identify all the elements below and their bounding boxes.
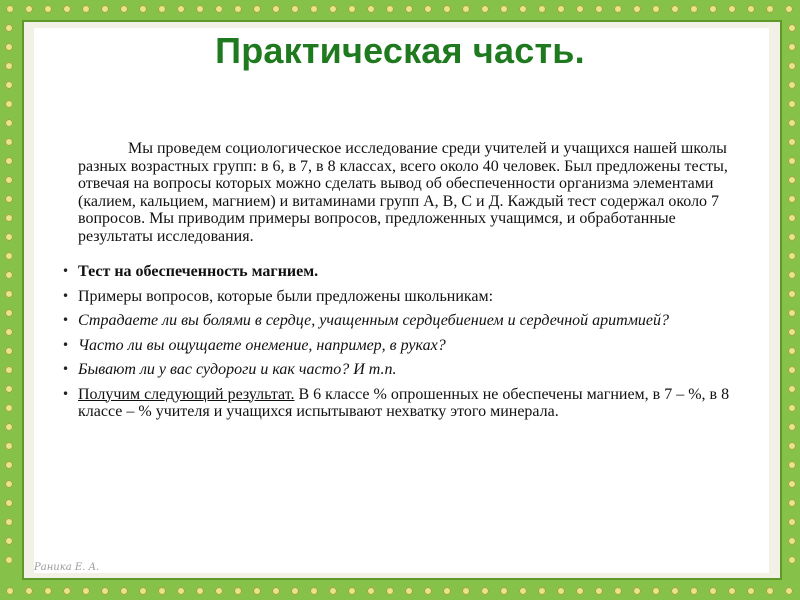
- border-dot-icon: [788, 119, 796, 127]
- border-dot-icon: [5, 556, 13, 564]
- border-dot-icon: [500, 587, 508, 595]
- border-dot-icon: [671, 587, 679, 595]
- border-dot-icon: [788, 157, 796, 165]
- border-dot-icon: [633, 5, 641, 13]
- list-item: [62, 361, 750, 379]
- border-dot-icon: [5, 176, 13, 184]
- border-dot-icon: [788, 499, 796, 507]
- border-dot-icon: [215, 5, 223, 13]
- border-dot-icon: [788, 347, 796, 355]
- bullet-text: Тест на обеспеченность магнием.: [78, 263, 319, 280]
- border-dot-icon: [367, 587, 375, 595]
- border-dot-icon: [5, 499, 13, 507]
- border-dot-icon: [82, 5, 90, 13]
- border-dot-icon: [576, 587, 584, 595]
- border-dot-icon: [82, 587, 90, 595]
- border-dot-icon: [614, 5, 622, 13]
- border-dot-icon: [5, 518, 13, 526]
- border-dot-icon: [595, 5, 603, 13]
- border-dot-icon: [747, 5, 755, 13]
- bullet-text: Страдаете ли вы болями в сердце, учащенным сердцебиением и сердечной аритмией?: [78, 312, 670, 329]
- border-dot-icon: [728, 5, 736, 13]
- border-dot-icon: [5, 461, 13, 469]
- border-dot-icon: [690, 5, 698, 13]
- list-item: [62, 312, 750, 330]
- border-dot-icon: [196, 5, 204, 13]
- bullet-list: [62, 263, 750, 421]
- border-dot-icon: [788, 537, 796, 545]
- border-dot-icon: [139, 5, 147, 13]
- border-dot-icon: [272, 587, 280, 595]
- border-dot-icon: [576, 5, 584, 13]
- border-dot-icon: [443, 5, 451, 13]
- border-dot-icon: [6, 587, 14, 595]
- border-dot-icon: [348, 5, 356, 13]
- bullet-icon: •: [62, 264, 70, 278]
- border-dot-icon: [5, 138, 13, 146]
- border-dot-icon: [462, 5, 470, 13]
- border-dot-icon: [5, 214, 13, 222]
- border-dot-icon: [557, 5, 565, 13]
- border-dot-icon: [557, 587, 565, 595]
- border-dot-icon: [788, 480, 796, 488]
- bullet-icon: •: [62, 313, 70, 327]
- list-item: [62, 287, 750, 306]
- border-dot-icon: [5, 385, 13, 393]
- border-dot-icon: [788, 385, 796, 393]
- border-dot-icon: [709, 5, 717, 13]
- border-dot-icon: [788, 366, 796, 374]
- border-dot-icon: [788, 138, 796, 146]
- border-dot-icon: [329, 5, 337, 13]
- border-dot-icon: [5, 81, 13, 89]
- border-dot-icon: [785, 587, 793, 595]
- slide-title: Практическая часть.: [215, 30, 585, 71]
- border-dot-icon: [785, 5, 793, 13]
- border-dot-icon: [310, 587, 318, 595]
- border-dot-icon: [6, 5, 14, 13]
- border-dot-icon: [481, 5, 489, 13]
- intro-paragraph: Мы проведем социологическое исследование среди учителей и учащихся нашей школы разных возрастных групп: в 6, в 7, в 8 классах, всего около 40 человек. Был предложены тесты, отвечая на вопросы которых можно сделать вывод об обеспеченности организма элементами (калием, кальцием, магнием) и витаминами групп А, В, С и Д. Каждый тест содержал около 7 вопросов. Мы приводим примеры вопросов, предложенных учащимся, и обработанные результаты исследования.: [78, 140, 728, 245]
- border-dot-icon: [788, 252, 796, 260]
- border-dot-icon: [348, 587, 356, 595]
- border-dot-icon: [44, 587, 52, 595]
- border-dot-icon: [5, 252, 13, 260]
- border-dot-icon: [405, 587, 413, 595]
- border-dot-icon: [462, 587, 470, 595]
- border-dot-icon: [5, 271, 13, 279]
- border-dot-icon: [291, 5, 299, 13]
- border-dot-icon: [5, 442, 13, 450]
- border-dot-icon: [788, 404, 796, 412]
- bullet-icon: •: [62, 337, 70, 352]
- border-dot-icon: [5, 233, 13, 241]
- border-dot-icon: [728, 587, 736, 595]
- border-dot-icon: [788, 461, 796, 469]
- border-dot-icon: [63, 587, 71, 595]
- border-dot-icon: [177, 5, 185, 13]
- list-item: [62, 336, 750, 355]
- border-dot-icon: [329, 587, 337, 595]
- bullet-text: Часто ли вы ощущаете онемение, например, в руках?: [78, 336, 446, 354]
- border-dot-icon: [788, 290, 796, 298]
- result-lead: Получим следующий результат.: [78, 385, 295, 403]
- border-dot-icon: [788, 442, 796, 450]
- bullet-text: Бывают ли у вас судороги и как часто? И т.п.: [78, 361, 397, 378]
- border-dot-icon: [5, 119, 13, 127]
- border-dot-icon: [44, 5, 52, 13]
- border-dot-icon: [5, 404, 13, 412]
- border-dot-icon: [177, 587, 185, 595]
- border-dot-icon: [5, 423, 13, 431]
- border-dot-icon: [788, 309, 796, 317]
- border-dot-icon: [424, 587, 432, 595]
- border-dot-icon: [5, 157, 13, 165]
- border-dot-icon: [25, 587, 33, 595]
- border-dot-icon: [424, 5, 432, 13]
- border-dot-icon: [253, 5, 261, 13]
- border-dot-icon: [101, 5, 109, 13]
- slide-body: [62, 140, 750, 428]
- border-dot-icon: [5, 309, 13, 317]
- border-dot-icon: [405, 5, 413, 13]
- border-dot-icon: [291, 587, 299, 595]
- border-dot-icon: [5, 480, 13, 488]
- bullet-text: В 6 классе % опрошенных не обеспечены магнием, в 7 – %, в 8 классе – % учителя и учащихся испытывают нехватку этого минерала.: [78, 385, 730, 420]
- border-dot-icon: [766, 5, 774, 13]
- border-dot-icon: [614, 587, 622, 595]
- border-dot-icon: [196, 587, 204, 595]
- border-dot-icon: [671, 5, 679, 13]
- border-dot-icon: [519, 587, 527, 595]
- border-dot-icon: [5, 537, 13, 545]
- border-dot-icon: [253, 587, 261, 595]
- border-dot-icon: [500, 5, 508, 13]
- list-item: [62, 263, 750, 281]
- border-dot-icon: [310, 5, 318, 13]
- border-dot-icon: [788, 176, 796, 184]
- border-dot-icon: [272, 5, 280, 13]
- border-dot-icon: [538, 587, 546, 595]
- border-dot-icon: [690, 587, 698, 595]
- border-dot-icon: [234, 587, 242, 595]
- list-item: [62, 385, 750, 421]
- border-dot-icon: [788, 271, 796, 279]
- border-dot-icon: [788, 81, 796, 89]
- border-dot-icon: [5, 328, 13, 336]
- border-dot-icon: [158, 5, 166, 13]
- border-dot-icon: [101, 587, 109, 595]
- border-dot-icon: [519, 5, 527, 13]
- border-dot-icon: [709, 587, 717, 595]
- border-dot-icon: [788, 100, 796, 108]
- border-dot-icon: [234, 5, 242, 13]
- border-dot-icon: [788, 328, 796, 336]
- border-dot-icon: [5, 100, 13, 108]
- border-dot-icon: [386, 587, 394, 595]
- border-dot-icon: [788, 195, 796, 203]
- border-dot-icon: [367, 5, 375, 13]
- border-dot-icon: [788, 423, 796, 431]
- border-dot-icon: [788, 233, 796, 241]
- border-dot-icon: [158, 587, 166, 595]
- border-dot-icon: [788, 556, 796, 564]
- border-dot-icon: [5, 290, 13, 298]
- border-dot-icon: [63, 5, 71, 13]
- border-dot-icon: [443, 587, 451, 595]
- border-dot-icon: [25, 5, 33, 13]
- border-dot-icon: [652, 587, 660, 595]
- bullet-icon: •: [62, 386, 70, 401]
- border-dot-icon: [595, 587, 603, 595]
- border-dot-icon: [747, 587, 755, 595]
- border-dot-icon: [788, 214, 796, 222]
- border-dot-icon: [633, 587, 641, 595]
- border-dot-icon: [481, 587, 489, 595]
- bullet-text: Примеры вопросов, которые были предложены школьникам:: [78, 287, 494, 305]
- border-dot-icon: [766, 587, 774, 595]
- border-dot-icon: [120, 5, 128, 13]
- border-dot-icon: [5, 366, 13, 374]
- bullet-icon: •: [62, 288, 70, 303]
- border-dot-icon: [139, 587, 147, 595]
- author-signature: Ρаника Е. А.: [34, 562, 100, 573]
- border-dot-icon: [5, 347, 13, 355]
- border-dot-icon: [215, 587, 223, 595]
- border-dot-icon: [538, 5, 546, 13]
- border-dot-icon: [652, 5, 660, 13]
- bullet-icon: •: [62, 362, 70, 376]
- border-dot-icon: [788, 518, 796, 526]
- border-dot-icon: [120, 587, 128, 595]
- border-dot-icon: [5, 195, 13, 203]
- border-dot-icon: [386, 5, 394, 13]
